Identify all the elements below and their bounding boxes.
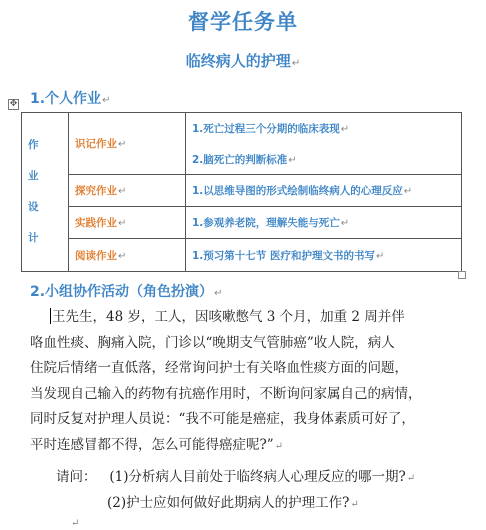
homework-content-memorize: 1.死亡过程三个分期的临床表现↵ 2.脑死亡的判断标准↵	[186, 113, 462, 175]
homework-type-memorize: 识记作业↵	[69, 113, 186, 175]
table-row	[22, 113, 462, 175]
homework-content-explore: 1.以思维导图的形式绘制临终病人的心理反应↵	[186, 175, 462, 207]
table-row	[22, 175, 462, 207]
table-row	[22, 239, 462, 272]
page-subtitle: 临终病人的护理↵	[185, 52, 301, 70]
empty-paragraph-mark: ↵	[71, 518, 80, 529]
homework-design-label: 作 业 设 计	[22, 113, 69, 272]
table-move-handle-icon[interactable]: ✥	[9, 99, 18, 109]
case-description: 王先生，48 岁，工人，因咳嗽憋气 3 个月，加重 2 周并伴 咯血性痰、胸痛入院，门诊以“晚期支气管肺癌”收人院，病人 住院后情绪一直低落，经常询问护士有关咯血性痰方面的问题， 当发现自己输入的药物有抗癌作用时，不断询问家属自己的病情， 同时反复对护理人员说：“我不可能是癌症，我身体素质可好了， 平时连感冒都不得，怎么可能得癌症呢?”↵	[30, 309, 422, 453]
section-heading-personal-homework: 1.个人作业↵	[30, 91, 111, 107]
homework-content-reading: 1.预习第十七节 医疗和护理文书的书写↵	[186, 239, 462, 272]
homework-type-practice: 实践作业↵	[69, 207, 186, 239]
question-2: (2)护士应如何做好此期病人的护理工作?↵	[107, 495, 359, 511]
table-row	[22, 207, 462, 239]
homework-type-explore: 探究作业↵	[69, 175, 186, 207]
section-heading-group-activity: 2.小组协作活动（角色扮演）↵	[30, 284, 223, 300]
homework-content-practice: 1.参观养老院，理解失能与死亡↵	[186, 207, 462, 239]
question-1: 请问： (1)分析病人目前处于临终病人心理反应的哪一期?↵	[56, 469, 416, 485]
homework-type-reading: 阅读作业↵	[69, 239, 186, 272]
homework-table	[21, 112, 462, 272]
text-cursor	[50, 308, 51, 324]
table-resize-handle-icon[interactable]	[458, 271, 466, 279]
page-title: 督学任务单	[188, 10, 298, 34]
